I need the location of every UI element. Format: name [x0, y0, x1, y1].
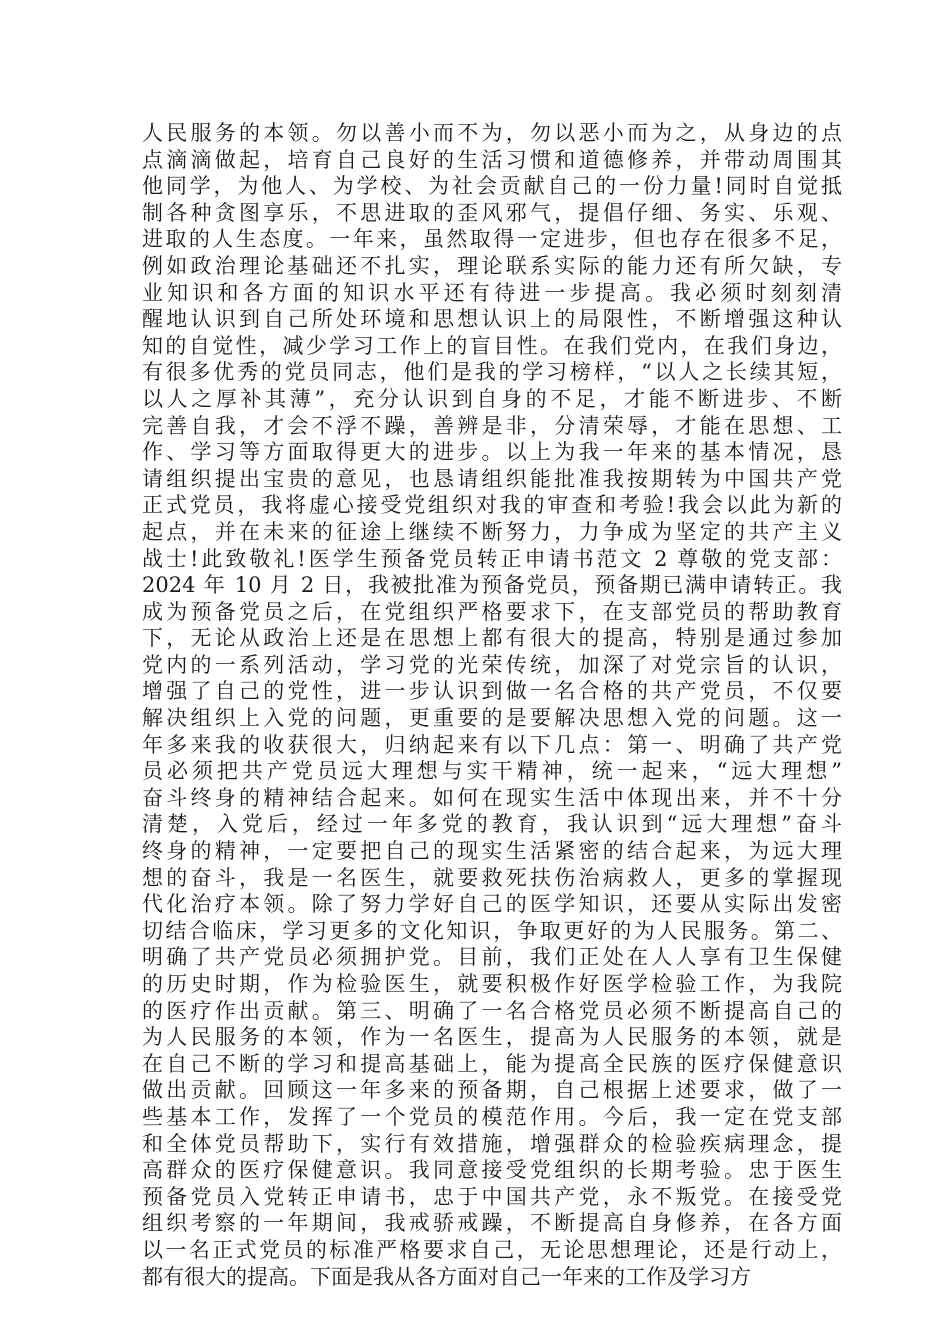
text-line: 下，无论从政治上还是在思想上都有很大的提高，特别是通过参加 — [142, 626, 842, 651]
text-line: 进取的人生态度。一年来，虽然取得一定进步，但也存在很多不足， — [142, 227, 842, 252]
text-line: 想的奋斗，我是一名医生，就要救死扶伤治病救人，更多的掌握现 — [142, 865, 842, 890]
text-line: 解决组织上入党的问题，更重要的是要解决思想入党的问题。这一 — [142, 706, 842, 731]
text-line: 切结合临床，学习更多的文化知识，争取更好的为人民服务。第二、 — [142, 918, 842, 943]
text-line: 党内的一系列活动，学习党的光荣传统，加深了对党宗旨的认识， — [142, 652, 842, 677]
text-line: 都有很大的提高。下面是我从各方面对自己一年来的工作及学习方 — [142, 1264, 751, 1289]
text-line: 作、学习等方面取得更大的进步。以上为我一年来的基本情况，恳 — [142, 440, 842, 465]
text-line: 成为预备党员之后，在党组织严格要求下，在支部党员的帮助教育 — [142, 599, 842, 624]
text-line: 高群众的医疗保健意识。我同意接受党组织的长期考验。忠于医生 — [142, 1158, 842, 1183]
text-line: 和全体党员帮助下，实行有效措施，增强群众的检验疾病理念，提 — [142, 1131, 842, 1156]
text-line: 组织考察的一年期间，我戒骄戒躁，不断提高自身修养，在各方面 — [142, 1211, 842, 1236]
text-line: 有很多优秀的党员同志，他们是我的学习榜样，“以人之长续其短， — [142, 360, 842, 385]
text-line: 明确了共产党员必须拥护党。目前，我们正处在人人享有卫生保健 — [142, 945, 842, 970]
text-line: 做出贡献。回顾这一年多来的预备期，自己根据上述要求，做了一 — [142, 1078, 842, 1103]
text-line: 人民服务的本领。勿以善小而不为，勿以恶小而为之，从身边的点 — [142, 121, 842, 145]
text-line: 的医疗作出贡献。第三、明确了一名合格党员必须不断提高自己的 — [142, 998, 842, 1023]
text-line: 为人民服务的本领，作为一名医生，提高为人民服务的本领，就是 — [142, 1025, 842, 1050]
text-line: 以一名正式党员的标准严格要求自己，无论思想理论，还是行动上， — [142, 1237, 842, 1262]
text-line: 预备党员入党转正申请书，忠于中国共产党，永不叛党。在接受党 — [142, 1184, 842, 1209]
body-paragraph — [142, 120, 842, 1290]
text-line: 些基本工作，发挥了一个党员的模范作用。今后，我一定在党支部 — [142, 1104, 842, 1129]
text-line: 起点，并在未来的征途上继续不断努力，力争成为坚定的共产主义 — [142, 519, 842, 544]
text-line: 业知识和各方面的知识水平还有待进一步提高。我必须时刻刻清 — [142, 280, 842, 305]
text-line: 战士!此致敬礼!医学生预备党员转正申请书范文 2 尊敬的党支部： — [142, 546, 842, 571]
text-line: 年多来我的收获很大，归纳起来有以下几点：第一、明确了共产党 — [142, 732, 842, 757]
text-line: 醒地认识到自己所处环境和思想认识上的局限性，不断增强这种认 — [142, 307, 842, 332]
text-line: 正式党员，我将虚心接受党组织对我的审查和考验!我会以此为新的 — [142, 493, 842, 518]
text-line: 2024 年 10 月 2 日，我被批准为预备党员，预备期已满申请转正。我 — [142, 573, 842, 598]
text-line: 奋斗终身的精神结合起来。如何在现实生活中体现出来，并不十分 — [142, 785, 842, 810]
text-line: 例如政治理论基础还不扎实，理论联系实际的能力还有所欠缺，专 — [142, 253, 842, 278]
text-line: 知的自觉性，减少学习工作上的盲目性。在我们党内，在我们身边， — [142, 333, 842, 358]
text-line: 代化治疗本领。除了努力学好自己的医学知识，还要从实际出发密 — [142, 892, 842, 917]
text-line: 增强了自己的党性，进一步认识到做一名合格的共产党员，不仅要 — [142, 679, 842, 704]
text-line: 清楚，入党后，经过一年多党的教育，我认识到“远大理想”奋斗 — [142, 812, 842, 837]
text-line: 请组织提出宝贵的意见，也恳请组织能批准我按期转为中国共产党 — [142, 466, 842, 491]
text-line: 终身的精神，一定要把自己的现实生活紧密的结合起来，为远大理 — [142, 839, 842, 864]
text-line: 点滴滴做起，培育自己良好的生活习惯和道德修养，并带动周围其 — [142, 147, 842, 172]
text-line: 他同学，为他人、为学校、为社会贡献自己的一份力量!同时自觉抵 — [142, 174, 842, 199]
text-line: 制各种贪图享乐，不思进取的歪风邪气，提倡仔细、务实、乐观、 — [142, 200, 842, 225]
text-line: 员必须把共产党员远大理想与实干精神，统一起来，“远大理想” — [142, 759, 842, 784]
text-line: 完善自我，才会不浮不躁，善辨是非，分清荣辱，才能在思想、工 — [142, 413, 842, 438]
text-line: 在自己不断的学习和提高基础上，能为提高全民族的医疗保健意识 — [142, 1051, 842, 1076]
text-line: 的历史时期，作为检验医生，就要积极作好医学检验工作，为我院 — [142, 972, 842, 996]
text-line: 以人之厚补其薄”，充分认识到自身的不足，才能不断进步、不断 — [142, 386, 842, 411]
